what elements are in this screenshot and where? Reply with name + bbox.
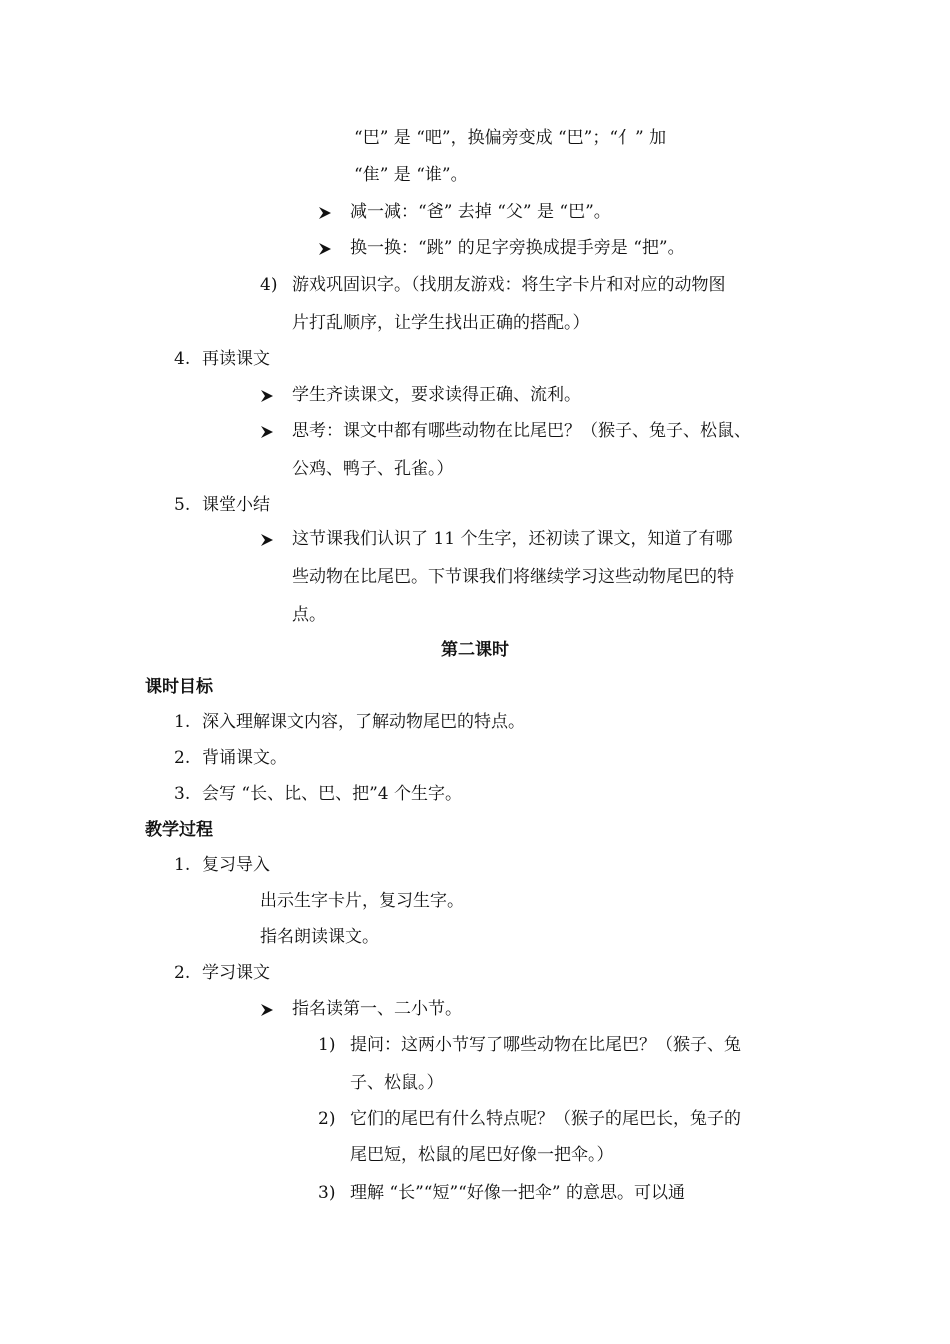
list-item-text: 片打乱顺序，让学生找出正确的搭配。）: [292, 313, 590, 333]
section-title: 课堂小结: [202, 495, 270, 515]
goal-text: 深入理解课文内容，了解动物尾巴的特点。: [202, 712, 525, 732]
process-heading: 教学过程: [145, 820, 213, 840]
bullet-arrow-icon: [318, 206, 332, 220]
goal-text: 背诵课文。: [202, 748, 287, 768]
list-number: 1): [318, 1035, 336, 1055]
section-title: 学习课文: [202, 963, 270, 983]
section-title: 复习导入: [202, 855, 270, 875]
bullet-text: 换一换：“跳” 的足字旁换成提手旁是 “把”。: [350, 238, 685, 258]
text-line: 出示生字卡片，复习生字。: [260, 891, 464, 911]
bullet-text: 公鸡、鸭子、孔雀。）: [292, 459, 454, 479]
list-item-text: 游戏巩固识字。（找朋友游戏：将生字卡片和对应的动物图: [292, 275, 726, 295]
section-number: 5.: [174, 495, 191, 515]
bullet-text: 些动物在比尾巴。下节课我们将继续学习这些动物尾巴的特: [292, 567, 734, 587]
section-title: 再读课文: [202, 349, 270, 369]
list-item-text: 尾巴短，松鼠的尾巴好像一把伞。）: [350, 1145, 614, 1165]
lesson-title: 第二课时: [441, 640, 509, 660]
list-item-text: 它们的尾巴有什么特点呢？（猴子的尾巴长，兔子的: [350, 1109, 741, 1129]
bullet-text: 思考：课文中都有哪些动物在比尾巴？（猴子、兔子、松鼠、: [292, 421, 751, 441]
list-item-text: 子、松鼠。）: [350, 1073, 444, 1093]
section-number: 1.: [174, 855, 191, 875]
text-line: “巴” 是 “吧”，换偏旁变成 “巴”；“亻” 加: [354, 128, 667, 148]
list-item-text: 提问：这两小节写了哪些动物在比尾巴？（猴子、兔: [350, 1035, 741, 1055]
list-number: 3): [318, 1183, 336, 1203]
list-number: 2): [318, 1109, 336, 1129]
bullet-arrow-icon: [260, 389, 274, 403]
bullet-text: 学生齐读课文，要求读得正确、流利。: [292, 385, 581, 405]
goal-number: 2.: [174, 748, 191, 768]
bullet-arrow-icon: [318, 242, 332, 256]
bullet-text: 这节课我们认识了 11 个生字，还初读了课文，知道了有哪: [292, 529, 733, 549]
bullet-text: 点。: [292, 605, 326, 625]
goal-number: 3.: [174, 784, 191, 804]
bullet-text: 减一减：“爸” 去掉 “父” 是 “巴”。: [350, 202, 611, 222]
bullet-text: 指名读第一、二小节。: [292, 999, 462, 1019]
goal-text: 会写 “长、比、巴、把”4 个生字。: [202, 784, 463, 804]
goals-heading: 课时目标: [145, 677, 213, 697]
text-line: 指名朗读课文。: [260, 927, 379, 947]
section-number: 2.: [174, 963, 191, 983]
section-number: 4.: [174, 349, 191, 369]
bullet-arrow-icon: [260, 533, 274, 547]
text-line: “隹” 是 “谁”。: [354, 165, 468, 185]
goal-number: 1.: [174, 712, 191, 732]
bullet-arrow-icon: [260, 1003, 274, 1017]
list-item-text: 理解 “长”“短”“好像一把伞” 的意思。可以通: [350, 1183, 685, 1203]
list-number: 4): [260, 275, 278, 295]
bullet-arrow-icon: [260, 425, 274, 439]
